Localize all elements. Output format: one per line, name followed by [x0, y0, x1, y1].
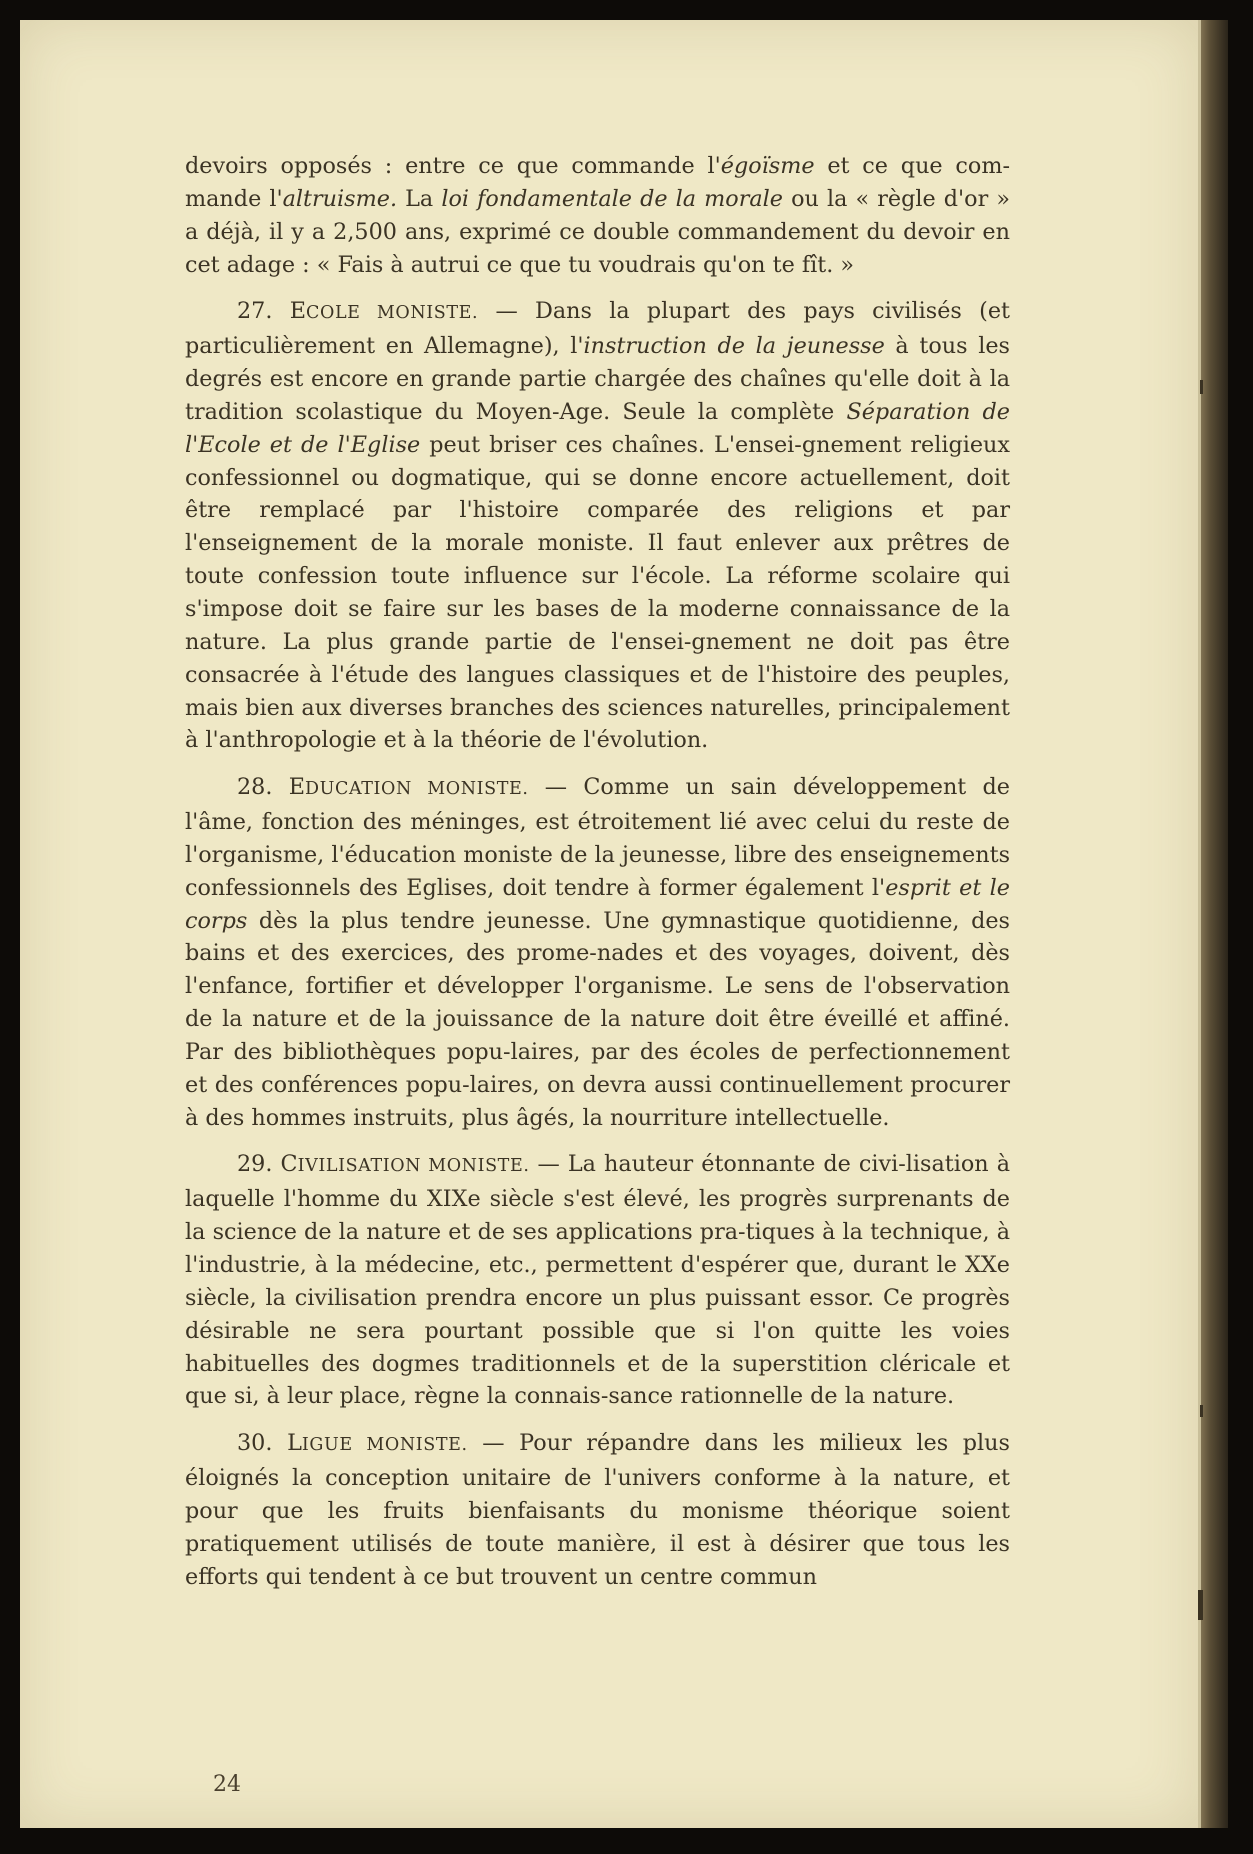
text-run: — Pour répandre dans les milieux les plus éloignés la conception unitaire de l'univers conforme à la nature, et pour que les fruits bienfaisants du monisme théorique soient pratiquement utilisés de toute manière, il est à désirer que tous les efforts qui tendent à ce but trouvent un centre commun [185, 1430, 1010, 1590]
section-heading: LIGUE MONISTE. [287, 1430, 468, 1457]
section-body [185, 774, 1010, 1130]
scan-speck [1200, 380, 1203, 394]
continuation-paragraph [185, 150, 1010, 281]
section-number: 27. [237, 298, 273, 325]
text-run: et ce que com-mande l' [185, 153, 1011, 212]
italic-phrase: loi fondamentale de la morale [441, 185, 784, 212]
text-run: devoirs opposés : entre ce que commande l' [185, 153, 721, 179]
section-number: 28. [237, 774, 273, 801]
italic-phrase: Séparation de l'Ecole et de l'Eglise [185, 398, 1010, 458]
page-number: 24 [213, 1772, 241, 1797]
section-number: 30. [237, 1430, 273, 1457]
scan-speck [1198, 1590, 1203, 1620]
text-run: peut briser ces chaînes. L'ensei-gnement religieux confessionnel ou dogmatique, qui se donne encore actuellement, doit être remplacé par l'histoire comparée des religions et par l'enseignement de la morale moniste. Il faut enlever aux prêtres de toute confession toute influence sur l'école. La réforme scolaire qui s'impose doit se faire sur les bases de la moderne connaissance de la nature. La plus grande partie de l'ensei-gnement ne doit pas être consacrée à l'étude des langues classiques et de l'histoire des peuples, mais bien aux diverses branches des sciences naturelles, principalement à l'anthropologie et à la théorie de l'évolution. [185, 431, 1010, 754]
scan-speck [1200, 1405, 1203, 1417]
italic-phrase: esprit et le corps [185, 874, 1010, 934]
section-body [185, 1151, 1010, 1409]
text-run: dès la plus tendre jeunesse. Une gymnastique quotidienne, des bains et des exercices, des prome-nades et des voyages, doivent, dès l'enfance, fortifier et développer l'organisme. Le sens de l'observation de la nature et de la jouissance de la nature doit être éveillé et affiné. Par des bibliothèques popu-laires, par des écoles de perfectionnement et des conférences popu-laires, on devra aussi continuellement procurer à des hommes instruits, plus âgés, la nourriture intellectuelle. [185, 907, 1010, 1131]
italic-phrase: instruction de la jeunesse [583, 333, 885, 360]
section-27 [185, 295, 1010, 757]
italic-phrase: égoïsme [720, 153, 815, 179]
text-run: ou la « règle d'or » a déjà, il y a 2,500 ans, exprimé ce double commandement du devoir en cet adage : « Fais à autrui ce que tu voudrais qu'on te fît. » [185, 185, 1010, 278]
page-gutter-shadow [1198, 20, 1228, 1828]
section-heading: CIVILISATION MONISTE. [280, 1151, 530, 1178]
section-heading: ECOLE MONISTE. [289, 298, 479, 325]
body-text [185, 150, 1010, 1593]
section-28 [185, 771, 1010, 1134]
section-29 [185, 1148, 1010, 1413]
text-run: — La hauteur étonnante de civi-lisation à laquelle l'homme du XIXe siècle s'est élevé, les progrès surprenants de la science de la nature et de ses applications pra-tiques à la technique, à l'industrie, à la médecine, etc., permettent d'espérer que, durant le XXe siècle, la civilisation prendra encore un plus puissant essor. Ce progrès désirable ne sera pourtant possible que si l'on quitte les voies habituelles des dogmes traditionnels et de la superstition cléricale et que si, à leur place, règne la connais-sance rationnelle de la nature. [185, 1151, 1010, 1410]
italic-phrase: altruisme. [282, 185, 398, 212]
section-number: 29. [237, 1151, 273, 1178]
section-body [185, 298, 1010, 753]
text-run: — Comme un sain développement de l'âme, fonction des méninges, est étroitement lié avec celui du reste de l'organisme, l'éducation moniste de la jeunesse, libre des enseignements confessionnels des Eglises, doit tendre à former également l' [185, 774, 1011, 901]
section-heading: EDUCATION MONISTE. [288, 774, 529, 801]
section-30 [185, 1427, 1010, 1593]
text-run: à tous les degrés est encore en grande partie chargée des chaînes qu'elle doit à la tradition scolastique du Moyen-Age. Seule la complète [185, 333, 1010, 425]
text-run: La [397, 185, 442, 212]
page-edge-highlight [1198, 20, 1201, 1828]
text-run: — Dans la plupart des pays civilisés (et particulièrement en Allemagne), l' [185, 298, 1010, 360]
